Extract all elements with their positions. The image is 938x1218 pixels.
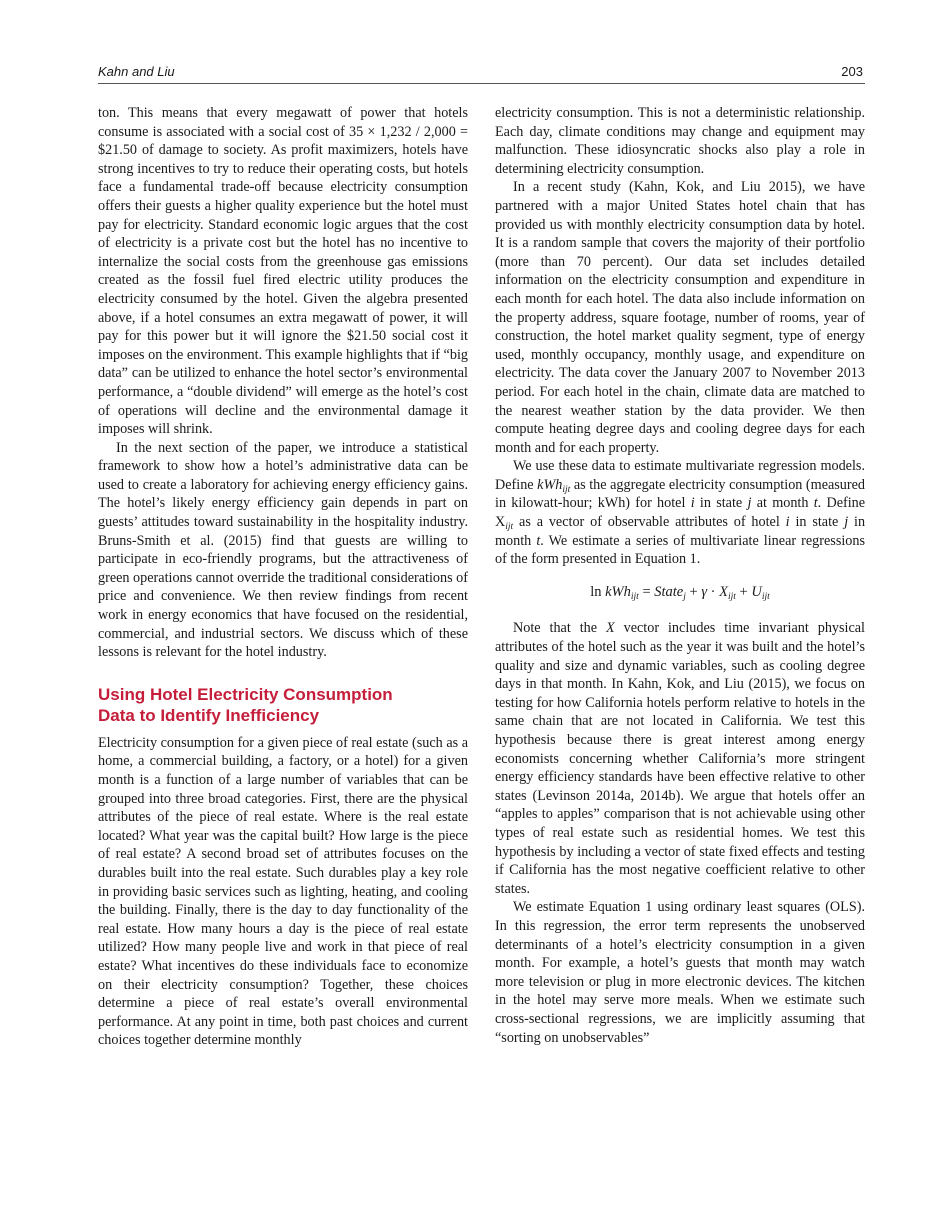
paragraph: ton. This means that every megawatt of power that hotels consume is associated with a social cost of 35 × 1,232 / 2,000 = $21.50 of damage to society. As profit maximizers, hotels have strong incentives to try to reduce their operating costs, but hotels face a fundamental trade-off because electricity consumption offers their guests a higher quality experience but the hotel must pay for electricity. Standard economic logic argues that the cost of electricity is a private cost but the hotel has no incentive to internalize the social costs from the greenhouse gas emissions created as the fossil fuel fired electric utility produces the electricity consumed by the hotel. Given the algebra presented above, if a hotel consumes an extra megawatt of power, it will pay for this power but it will ignore the $21.50 social cost it imposes on the environment. This example highlights that if “big data” can be utilized to enhance the hotel sector’s environmental performance, a “double dividend” will emerge as the hotel’s cost of operations will decline and the environmental damage it imposes will shrink.	[98, 105, 468, 438]
math-var: j	[844, 514, 849, 531]
math-X: X	[495, 514, 506, 531]
eq-equals: =	[638, 583, 655, 600]
math-var: X	[606, 620, 615, 637]
math-var: t	[813, 495, 818, 512]
eq-subscript: ijt	[630, 591, 639, 602]
math-subscript: ijt	[562, 484, 571, 495]
text-run: in state	[795, 514, 839, 531]
math-var: t	[536, 532, 541, 549]
math-var: i	[785, 514, 790, 531]
section-heading-line: Data to Identify Inefficiency	[98, 705, 320, 725]
section-heading	[98, 684, 468, 726]
math-var: j	[747, 495, 752, 512]
text-run: . Define	[817, 495, 866, 512]
eq-X: X	[719, 583, 728, 600]
text-run: as the aggregate electricity consumption (measured in kilowatt-hour; kWh) for hotel	[495, 476, 866, 512]
eq-plus: +	[685, 583, 702, 600]
eq-ln: ln	[590, 583, 602, 600]
text-run: in state	[699, 495, 743, 512]
running-header-authors: Kahn and Liu	[98, 64, 175, 79]
eq-dot: ·	[707, 583, 720, 600]
paragraph	[495, 619, 865, 898]
header-rule	[98, 83, 865, 84]
paragraph: Electricity consumption for a given piece of real estate (such as a home, a commercial building, a factory, or a hotel) for a given month is a function of a large number of variables that can be grouped into three broad categories. First, there are the physical attributes of the piece of real estate. Where is the real estate located? What year was the capital built? How large is the piece of real estate? A second broad set of attributes focuses on the durables built into the real estate. Such durables play a key role in providing basic services such as lighting, heating, and cooling the building. Finally, there is the day to day functionality of the real estate. How many hours a day is the piece of real estate utilized? How many people live and work in that piece of real estate? What incentives do these individuals face to economize on their electricity consumption? Together, these choices determine a piece of real estate’s overall environmental performance. At any point in time, both past choices and current choices together determine monthly	[98, 734, 468, 1049]
paragraph: electricity consumption. This is not a deterministic relationship. Each day, climate conditions may change and equipment may malfunction. These idiosyncratic shocks also play a role in determining electricity consumption.	[495, 105, 865, 177]
eq-subscript: j	[683, 591, 686, 602]
paragraph: We estimate Equation 1 using ordinary least squares (OLS). In this regression, the error term represents the unobserved determinants of a hotel’s electricity consumption in a given month. For example, a hotel’s guests that month may watch more television or plug in more electronic devices. The kitchen in the hotel may serve more meals. When we estimate such cross-sectional regressions, we are implicitly assuming that “sorting on unobservables”	[495, 899, 865, 1046]
math-kwh: kWh	[537, 476, 563, 493]
text-run: as a vector of observable attributes of hotel	[519, 514, 780, 531]
eq-subscript: ijt	[761, 591, 770, 602]
paragraph: In a recent study (Kahn, Kok, and Liu 2015), we have partnered with a major United States hotel chain that has provided us with monthly electricity consumption data by hotel. It is a random sample that covers the majority of their portfolio (more than 70 percent). Our data set includes detailed information on the electricity consumption and expenditure in each month for each hotel. The data also include information on the property address, square footage, number of rooms, year of construction, the hotel market quality segment, type of energy used, monthly occupancy, monthly usage, and expenditure on electricity. The data cover the January 2007 to November 2013 period. For each hotel in the chain, climate data are matched to the nearest weather station by the data provider. We then compute heating degree days and cooling degree days for each month and for each property.	[495, 179, 865, 456]
math-var: i	[690, 495, 695, 512]
eq-state: State	[654, 583, 684, 600]
text-run: . We estimate a series of multivariate linear regressions of the form presented in Equation 1.	[495, 532, 865, 568]
paragraph-with-inline-math	[495, 457, 865, 569]
eq-gamma: γ	[701, 583, 708, 600]
left-column	[98, 104, 468, 1050]
running-header	[98, 62, 865, 82]
math-subscript: ijt	[505, 522, 514, 533]
text-run: Note that the	[513, 620, 598, 637]
text-run: in month	[495, 514, 866, 549]
eq-U: U	[751, 583, 762, 600]
text-run: at month	[756, 495, 809, 512]
section-heading-line: Using Hotel Electricity Consumption	[98, 684, 393, 704]
equation-1	[495, 583, 865, 602]
text-run: vector includes time invariant physical attributes of the hotel such as the year it was built and the hotel’s quality and size and dynamic variables, such as cooling degree days in that month. In Kahn, Kok, and Liu (2015), we focus on testing for how California hotels perform relative to hotels in the same chain that are not located in California. We test this hypothesis because there is great interest among energy economists concerning whether California’s more stringent energy efficiency standards have been effective relative to other states (Levinson 2014a, 2014b). We argue that hotels offer an “apples to apples” comparison that is not achievable using other types of real estate such as residential homes. We test this hypothesis by including a vector of state fixed effects and testing if California has the most negative coefficient relative to other states.	[495, 620, 866, 897]
eq-plus: +	[735, 583, 752, 600]
eq-subscript: ijt	[728, 591, 736, 602]
right-column	[495, 104, 865, 1047]
text-run: We use these data to estimate multivariate regression models. Define	[495, 458, 865, 493]
paragraph: In the next section of the paper, we introduce a statistical framework to show how a hotel’s administrative data can be used to create a laboratory for achieving energy efficiency gains. The hotel’s likely energy efficiency gain depends in part on guests’ attitudes toward sustainability in the hospitality industry. Bruns-Smith et al. (2015) find that guests are willing to participate in eco-friendly programs, but the attractiveness of green operations cannot override the traditional considerations of price and convenience. We then review findings from recent work in energy economics that have focused on the residential, commercial, and industrial sectors. We discuss which of these lessons is relevant for the hotel industry.	[98, 439, 468, 661]
page-number: 203	[841, 64, 863, 79]
eq-kwh: kWh	[605, 583, 631, 600]
